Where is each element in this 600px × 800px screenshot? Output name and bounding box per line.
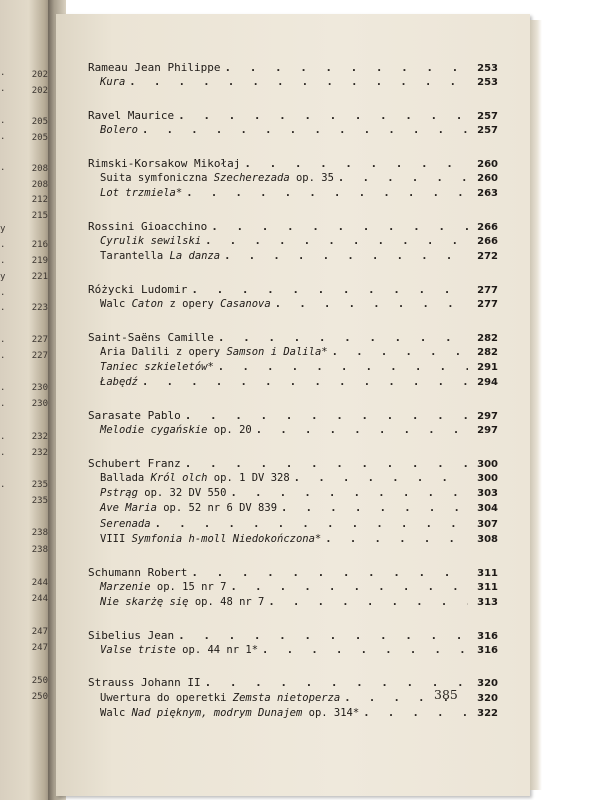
left-page-number: 205 [31, 117, 48, 127]
work-title-italic: Melodie cygańskie [100, 424, 208, 437]
work-entry [88, 596, 498, 611]
work-title-italic: Nad pięknym, modrym Dunajem [131, 706, 303, 719]
work-entry [88, 533, 498, 548]
work-title-text: Uwertura do operetki [100, 691, 233, 704]
work-title-italic: Król olch [150, 472, 208, 485]
work-entry [88, 472, 498, 487]
work-title-text: Aria Dalili z opery [100, 345, 227, 358]
work-page: 291 [477, 362, 498, 374]
work-entry [88, 76, 498, 91]
work-entry [88, 124, 498, 139]
left-page-mark: . [0, 399, 6, 409]
left-page-mark: . [0, 163, 6, 173]
work-entry [88, 487, 498, 502]
left-page-mark: . [0, 68, 6, 78]
work-entry [88, 346, 498, 361]
work-page: 257 [477, 125, 498, 137]
composer-entry [88, 566, 498, 612]
work-title [100, 533, 321, 545]
work-title-italic: Bolero [100, 124, 138, 137]
work-title-text: op. 48 nr 7 [188, 595, 265, 608]
work-title-text: Tarantella [100, 250, 170, 263]
work-page: 266 [477, 236, 498, 247]
composer-entry [88, 220, 498, 266]
work-title [100, 346, 328, 358]
dot-leader [142, 124, 468, 136]
work-page: 282 [477, 346, 498, 358]
left-page-number: 238 [31, 528, 48, 538]
composer-entry [88, 629, 498, 659]
work-title-italic: Caton [131, 298, 164, 311]
work-title-text: Walc [100, 298, 132, 311]
left-page-number: 215 [31, 211, 48, 221]
composer-heading [88, 457, 498, 472]
work-title-text: op. 15 nr 7 [150, 580, 227, 593]
left-page-mark: . [0, 84, 6, 94]
work-title-italic: Ave Maria [100, 502, 157, 515]
work-title-text: Ballada [100, 472, 151, 485]
left-page-fragment [0, 0, 52, 800]
work-title [100, 235, 201, 247]
work-title-text: op. 314* [302, 706, 360, 719]
left-page-number: 247 [31, 643, 48, 653]
page-number: 385 [434, 687, 458, 702]
work-title-italic: Kura [100, 76, 126, 89]
dot-leader [129, 76, 468, 88]
left-page-number: 238 [31, 545, 48, 555]
dot-leader [256, 424, 468, 436]
work-title [100, 187, 182, 199]
work-page: 277 [477, 299, 498, 311]
left-page-mark: . [0, 448, 6, 458]
composer-page: 257 [477, 110, 498, 122]
work-title [100, 424, 252, 436]
left-page-mark: . [0, 303, 6, 313]
dot-leader [262, 644, 468, 656]
left-page-number: 202 [31, 70, 48, 80]
work-entry [88, 250, 498, 265]
work-entry [88, 235, 498, 250]
composer-entry [88, 283, 498, 313]
work-entry [88, 581, 498, 596]
work-page: 320 [477, 692, 498, 704]
work-title [100, 502, 277, 514]
dot-leader [275, 298, 468, 310]
composer-entry [88, 457, 498, 548]
work-title-italic: Symfonia h-moll Niedokończona* [131, 532, 322, 545]
composer-entry [88, 409, 498, 439]
dot-leader [178, 109, 468, 122]
dot-leader [332, 346, 468, 358]
dot-leader [185, 457, 468, 470]
dot-leader [191, 283, 468, 296]
work-entry [88, 172, 498, 187]
work-title [100, 172, 334, 184]
work-title-italic: Lot trzmiela* [100, 187, 183, 200]
work-title [100, 596, 264, 608]
work-title-italic: Cyrulik sewilski [100, 235, 202, 247]
work-title [100, 518, 151, 530]
work-title-italic: Valse triste [100, 643, 176, 656]
left-page-number: 223 [31, 303, 48, 313]
left-page-number: 202 [31, 86, 48, 96]
dot-leader [185, 409, 468, 422]
composer-heading [88, 409, 498, 424]
work-page: 313 [477, 596, 498, 608]
composer-name: Saint-Saëns Camille [88, 330, 214, 344]
work-title [100, 581, 226, 593]
composer-page: 300 [477, 458, 498, 470]
work-page: 253 [477, 77, 498, 89]
left-page-number: 221 [31, 272, 48, 282]
composer-entry [88, 157, 498, 203]
left-page-number: 232 [31, 448, 48, 458]
left-page-number: 232 [31, 432, 48, 442]
dot-leader [244, 157, 468, 170]
left-page-number: 208 [31, 164, 48, 174]
left-page-number: 235 [31, 496, 48, 506]
work-title [100, 472, 290, 484]
work-title [100, 487, 226, 499]
left-page-number: 227 [31, 335, 48, 345]
work-title [100, 376, 138, 388]
composer-page: 260 [477, 158, 498, 170]
left-page-number: 250 [31, 692, 48, 702]
left-page-number: 244 [31, 578, 48, 588]
work-page: 260 [477, 172, 498, 184]
left-page-number: 250 [31, 676, 48, 686]
composer-name: Różycki Ludomir [88, 282, 188, 296]
composer-page: 282 [477, 332, 498, 344]
left-page-mark: . [0, 256, 6, 266]
work-entry [88, 298, 498, 313]
left-page-number: 205 [31, 133, 48, 143]
dot-leader [294, 472, 468, 484]
left-page-mark: . [0, 351, 6, 361]
dot-leader [230, 487, 468, 499]
work-title-italic: Zemsta nietoperza [232, 691, 341, 704]
dot-leader [211, 220, 468, 233]
composer-index [88, 61, 498, 740]
work-title-italic: Serenada [100, 517, 151, 530]
dot-leader [230, 581, 468, 593]
work-title-italic: Szecherezada [213, 171, 290, 184]
composer-heading [88, 109, 498, 124]
composer-name: Sibelius Jean [88, 628, 175, 642]
work-page: 304 [477, 503, 498, 515]
work-title-text: op. 32 DV 550 [137, 487, 227, 500]
work-title-text: op. 44 nr 1* [175, 643, 259, 656]
composer-heading [88, 566, 498, 581]
work-page: 316 [477, 644, 498, 656]
work-title [100, 644, 258, 656]
composer-name: Sarasate Pablo [88, 409, 181, 422]
left-page-number: 219 [31, 256, 48, 266]
work-title-text: op. 20 [207, 424, 252, 437]
composer-heading [88, 220, 498, 235]
composer-name: Schubert Franz [88, 456, 181, 470]
left-page-number: 227 [31, 351, 48, 361]
work-entry [88, 502, 498, 517]
work-entry [88, 707, 498, 722]
left-page-mark: . [0, 240, 6, 250]
composer-entry [88, 109, 498, 139]
composer-page: 316 [477, 630, 498, 642]
work-page: 308 [477, 533, 498, 545]
dot-leader [142, 376, 468, 388]
work-title-text: VIII [100, 532, 132, 545]
composer-entry [88, 331, 498, 392]
composer-page: 320 [477, 678, 498, 690]
left-page-mark: . [0, 480, 6, 490]
dot-leader [224, 250, 468, 262]
left-page-mark: . [0, 383, 6, 393]
work-title-text: op. 52 nr 6 DV 839 [156, 502, 278, 515]
work-entry [88, 424, 498, 439]
index-page [56, 14, 530, 796]
composer-heading [88, 61, 498, 76]
work-title-text: op. 1 DV 328 [207, 472, 290, 485]
work-entry [88, 518, 498, 533]
left-page-mark: y [0, 224, 6, 234]
composer-name: Rimski-Korsakow Mikołaj [88, 156, 241, 170]
dot-leader [186, 187, 468, 199]
work-page: 272 [477, 251, 498, 263]
composer-page: 266 [477, 221, 498, 233]
left-page-number: 208 [31, 180, 48, 190]
left-page-number: 244 [31, 594, 48, 604]
page-edge [530, 20, 542, 790]
work-title [100, 298, 271, 310]
work-title-italic: La danza [169, 250, 221, 263]
composer-heading [88, 629, 498, 644]
composer-name: Ravel Maurice [88, 108, 175, 122]
left-page-number: 230 [31, 399, 48, 409]
composer-name: Rossini Gioacchino [88, 219, 208, 233]
work-title-italic: Casanova [220, 298, 271, 311]
dot-leader [218, 331, 468, 344]
dot-leader [224, 61, 468, 74]
left-page-mark: . [0, 116, 6, 126]
work-title-text: z opery [163, 298, 221, 311]
dot-leader [218, 361, 468, 373]
left-page-number: 230 [31, 383, 48, 393]
work-entry [88, 361, 498, 376]
work-title [100, 692, 340, 704]
work-title [100, 707, 359, 719]
work-page: 297 [477, 425, 498, 437]
dot-leader [191, 566, 468, 579]
work-page: 322 [477, 707, 498, 719]
composer-page: 277 [477, 284, 498, 296]
work-title [100, 76, 125, 88]
work-title-italic: Nie skarżę się [100, 595, 189, 608]
composer-page: 297 [477, 411, 498, 422]
work-title-text: Suita symfoniczna [100, 171, 214, 184]
work-page: 311 [477, 581, 498, 593]
left-page-mark: . [0, 132, 6, 142]
composer-heading [88, 331, 498, 346]
work-page: 300 [477, 473, 498, 485]
work-title-text: op. 35 [289, 171, 334, 184]
dot-leader [325, 533, 468, 545]
work-entry [88, 187, 498, 202]
dot-leader [205, 676, 468, 689]
work-title-italic: Marzenie [100, 580, 151, 593]
composer-entry [88, 61, 498, 91]
work-page: 294 [477, 377, 498, 389]
dot-leader [338, 172, 468, 184]
dot-leader [178, 629, 468, 642]
left-page-number: 247 [31, 627, 48, 637]
work-title-text: Walc [100, 706, 132, 719]
work-title [100, 250, 220, 262]
left-page-number: 216 [31, 240, 48, 250]
composer-heading [88, 157, 498, 172]
work-title [100, 124, 138, 136]
dot-leader [281, 502, 468, 514]
left-page-mark: . [0, 432, 6, 442]
work-page: 307 [477, 518, 498, 530]
composer-name: Strauss Johann II [88, 676, 201, 690]
left-page-mark: . [0, 288, 6, 298]
left-page-number: 235 [31, 480, 48, 490]
composer-page: 311 [477, 567, 498, 579]
composer-heading [88, 283, 498, 298]
work-page: 303 [477, 488, 498, 500]
left-page-mark: y [0, 272, 6, 282]
left-page-mark: . [0, 335, 6, 345]
work-title-italic: Taniec szkieletów* [100, 361, 214, 374]
dot-leader [205, 235, 468, 247]
work-title [100, 361, 214, 373]
work-entry [88, 376, 498, 391]
composer-name: Schumann Robert [88, 565, 188, 579]
composer-name: Rameau Jean Philippe [88, 61, 221, 74]
composer-page: 253 [477, 63, 498, 74]
work-title-italic: Samson i Dalila* [226, 345, 328, 358]
left-page-number: 212 [31, 195, 48, 205]
dot-leader [268, 596, 468, 608]
work-title-italic: Łabędź [100, 376, 138, 389]
dot-leader [155, 518, 468, 530]
dot-leader [363, 707, 468, 719]
work-entry [88, 644, 498, 659]
work-title-italic: Pstrąg [100, 487, 138, 500]
work-page: 263 [477, 188, 498, 200]
